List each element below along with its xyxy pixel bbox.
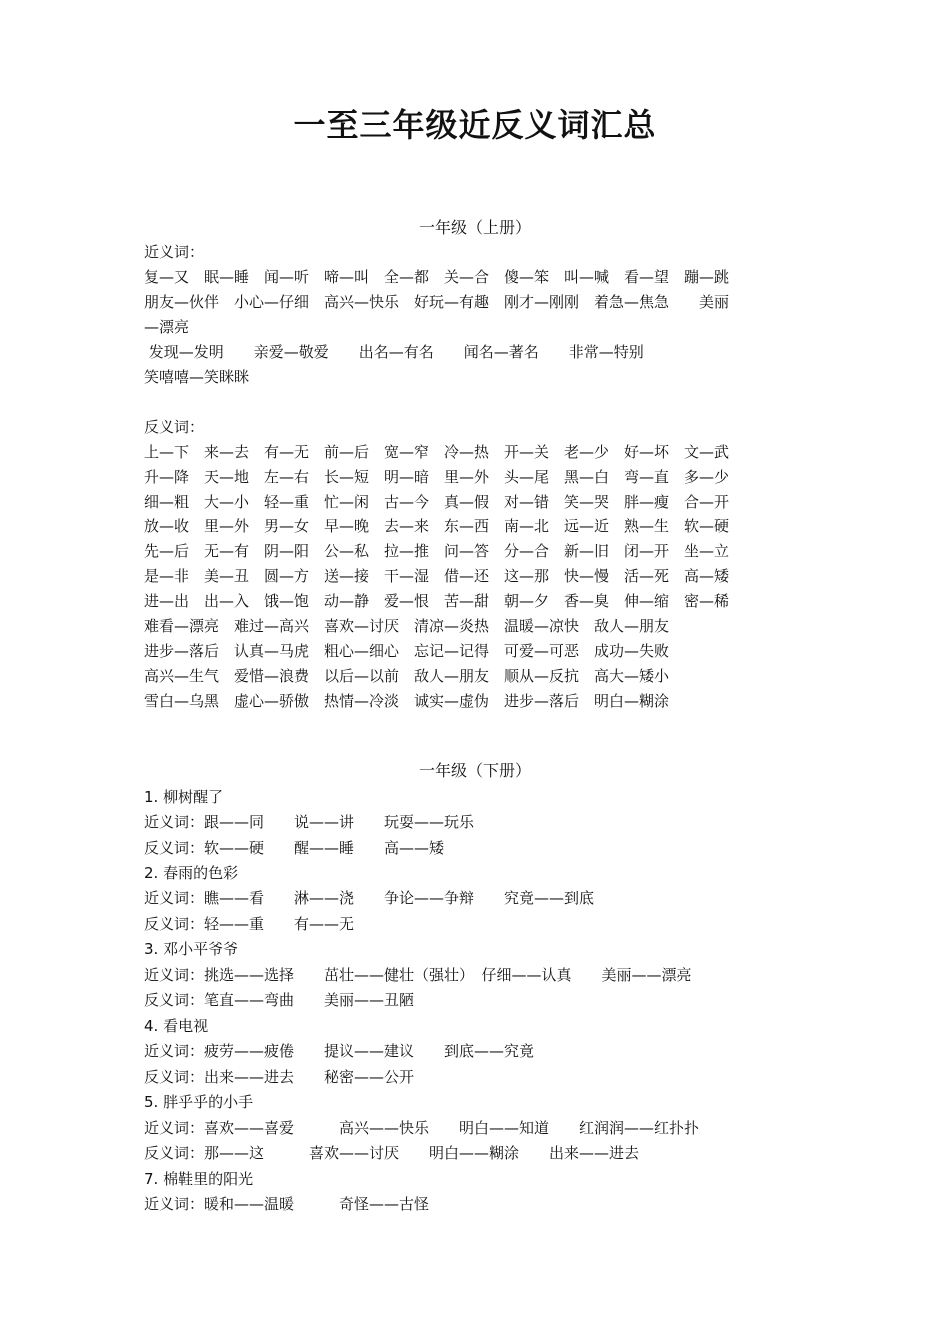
text-line: 复—又 眠—睡 闻—听 啼—叫 全—都 关—合 傻—笨 叫—喊 看—望 蹦—跳 <box>144 268 730 286</box>
text-line: 高兴—生气 爱惜—浪费 以后—以前 敌人—朋友 顺从—反抗 高大—矮小 <box>144 667 670 685</box>
text-line: 反义词：软——硬 醒——睡 高——矮 <box>144 839 445 857</box>
text-line: 近义词：挑选——选择 茁壮——健壮（强壮） 仔细——认真 美丽——漂亮 <box>144 966 692 984</box>
text-line: 近义词：瞧——看 淋——浇 争论——争辩 究竟——到底 <box>144 889 595 907</box>
text-line: 上—下 来—去 有—无 前—后 宽—窄 冷—热 开—关 老—少 好—坏 文—武 <box>144 443 730 461</box>
text-line: 发现—发明 亲爱—敬爱 出名—有名 闻名—著名 非常—特别 <box>144 343 644 361</box>
text-line: 近义词：暖和——温暖 奇怪——古怪 <box>144 1195 430 1213</box>
text-line: 笑嘻嘻—笑眯眯 <box>144 368 250 386</box>
text-line: 是—非 美—丑 圆—方 送—接 干—湿 借—还 这—那 快—慢 活—死 高—矮 <box>144 567 730 585</box>
document-title: 一至三年级近反义词汇总 <box>293 106 657 144</box>
text-line: 进步—落后 认真—马虎 粗心—细心 忘记—记得 可爱—可恶 成功—失败 <box>144 642 670 660</box>
text-line: 反义词：出来——进去 秘密——公开 <box>144 1068 415 1086</box>
text-line: 先—后 无—有 阴—阳 公—私 拉—推 问—答 分—合 新—旧 闭—开 坐—立 <box>144 542 730 560</box>
antonym-label: 反义词： <box>144 418 205 436</box>
lesson-title: 5. 胖乎乎的小手 <box>144 1093 254 1111</box>
text-line: 近义词：喜欢——喜爱 高兴——快乐 明白——知道 红润润——红扑扑 <box>144 1119 700 1137</box>
lesson-title: 3. 邓小平爷爷 <box>144 940 239 958</box>
section-heading-grade1-vol2: 一年级（下册） <box>418 761 531 780</box>
text-line: 近义词：跟——同 说——讲 玩耍——玩乐 <box>144 813 475 831</box>
text-line: 近义词：疲劳——疲倦 提议——建议 到底——究竟 <box>144 1042 535 1060</box>
text-line: 放—收 里—外 男—女 早—晚 去—来 东—西 南—北 远—近 熟—生 软—硬 <box>144 517 730 535</box>
text-line: 反义词：笔直——弯曲 美丽——丑陋 <box>144 991 415 1009</box>
text-line: 雪白—乌黑 虚心—骄傲 热情—冷淡 诚实—虚伪 进步—落后 明白—糊涂 <box>144 692 670 710</box>
text-line: 朋友—伙伴 小心—仔细 高兴—快乐 好玩—有趣 刚才—刚刚 着急—焦急 美丽 <box>144 293 730 311</box>
text-line: 升—降 天—地 左—右 长—短 明—暗 里—外 头—尾 黑—白 弯—直 多—少 <box>144 468 730 486</box>
lesson-title: 7. 棉鞋里的阳光 <box>144 1170 254 1188</box>
text-line: —漂亮 <box>144 318 190 336</box>
text-line: 反义词：那——这 喜欢——讨厌 明白——糊涂 出来——进去 <box>144 1144 640 1162</box>
text-line: 难看—漂亮 难过—高兴 喜欢—讨厌 清凉—炎热 温暖—凉快 敌人—朋友 <box>144 617 670 635</box>
text-line: 细—粗 大—小 轻—重 忙—闲 古—今 真—假 对—错 笑—哭 胖—瘦 合—开 <box>144 493 730 511</box>
lesson-title: 4. 看电视 <box>144 1017 209 1035</box>
lesson-title: 2. 春雨的色彩 <box>144 864 239 882</box>
section-heading-grade1-vol1: 一年级（上册） <box>418 218 531 237</box>
text-line: 进—出 出—入 饿—饱 动—静 爱—恨 苦—甜 朝—夕 香—臭 伸—缩 密—稀 <box>144 592 730 610</box>
near-synonym-label: 近义词： <box>144 243 205 261</box>
text-line: 反义词：轻——重 有——无 <box>144 915 355 933</box>
lesson-title: 1. 柳树醒了 <box>144 788 224 806</box>
